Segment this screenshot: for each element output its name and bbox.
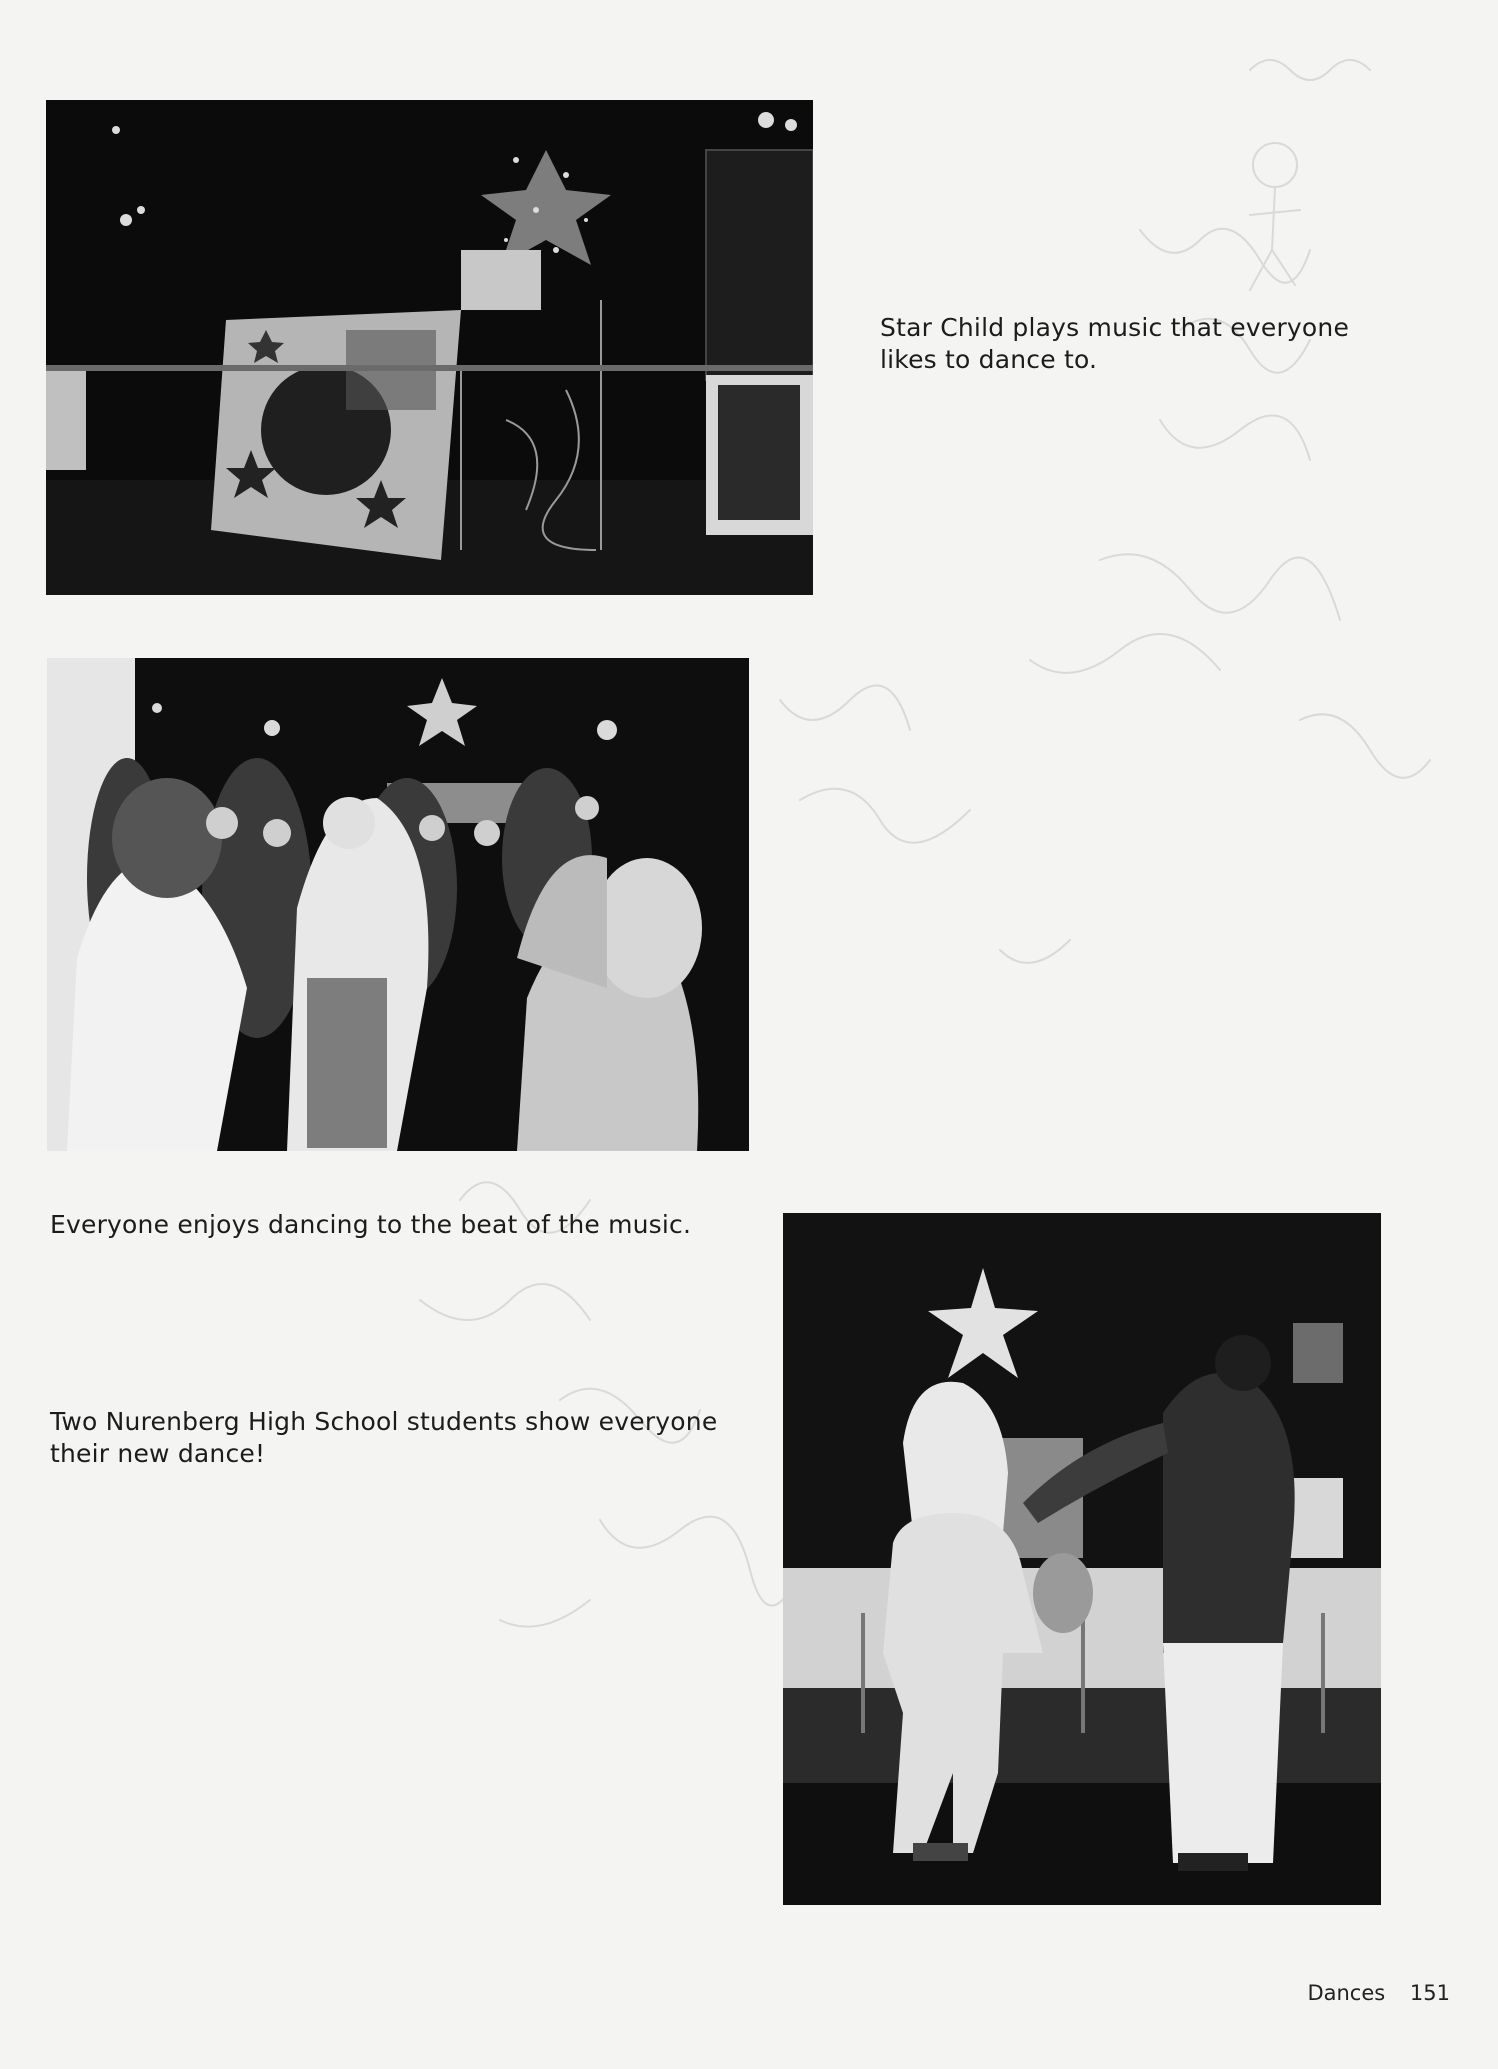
stage-caption-line-1: Star Child plays music that everyone	[880, 313, 1350, 342]
stage-caption	[880, 312, 1349, 376]
crowd-caption-line-1: Everyone enjoys dancing to the beat of the music.	[50, 1210, 692, 1239]
couple-photo	[783, 1213, 1381, 1905]
crowd-caption	[50, 1209, 691, 1241]
couple-photo-image	[783, 1213, 1381, 1905]
couple-caption	[50, 1406, 717, 1470]
crowd-photo	[47, 658, 749, 1151]
couple-caption-line-1: Two Nurenberg High School students show everyone	[50, 1407, 718, 1436]
stage-photo	[46, 100, 813, 595]
footer-section: Dances	[1307, 1981, 1386, 2005]
stage-photo-image	[46, 100, 813, 595]
crowd-photo-image	[47, 658, 749, 1151]
stage-caption-line-2: likes to dance to.	[880, 345, 1098, 374]
footer-page-number: 151	[1409, 1981, 1450, 2005]
couple-caption-line-2: their new dance!	[50, 1439, 266, 1468]
page-footer	[1307, 1981, 1450, 2005]
